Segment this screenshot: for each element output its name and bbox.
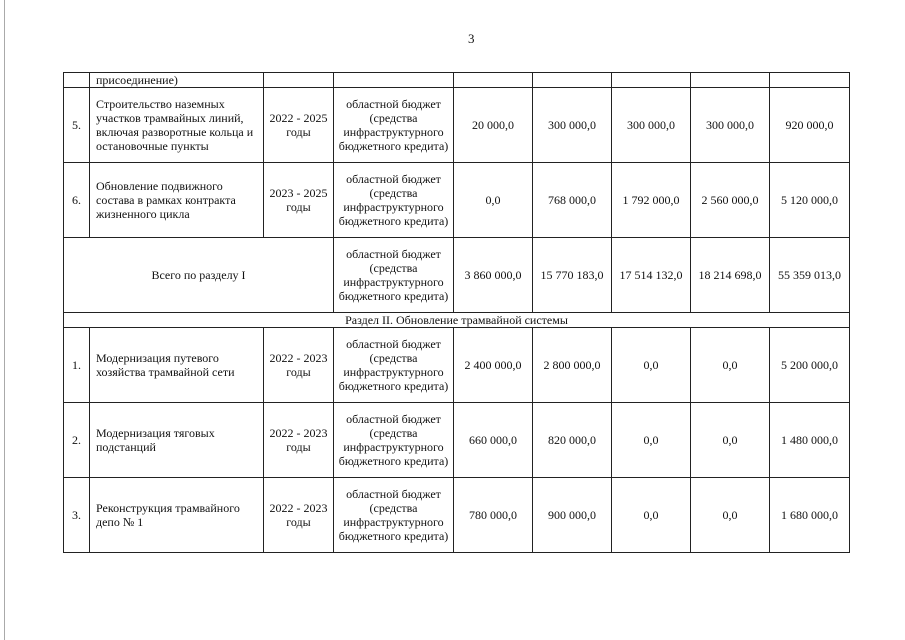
row-number-cell: 5.	[64, 88, 90, 163]
table-row	[64, 478, 850, 553]
value-cell: 0,0	[612, 328, 691, 403]
period-cell: 2023 - 2025 годы	[264, 163, 334, 238]
value-cell: 900 000,0	[533, 478, 612, 553]
table-row	[64, 328, 850, 403]
funding-source-cell: областной бюджет (средства инфраструктурного бюджетного кредита)	[334, 163, 454, 238]
value-cell: 2 400 000,0	[454, 328, 533, 403]
section-header: Раздел II. Обновление трамвайной системы	[64, 313, 850, 328]
value-cell: 300 000,0	[612, 88, 691, 163]
value-cell: 0,0	[691, 328, 770, 403]
value-cell: 1 792 000,0	[612, 163, 691, 238]
value-cell: 0,0	[612, 478, 691, 553]
measure-name-cell: Строительство наземных участков трамвайных линий, включая разворотные кольца и остановочные пункты	[90, 88, 264, 163]
table-row	[64, 163, 850, 238]
value-cell: 780 000,0	[454, 478, 533, 553]
row-number-cell: 2.	[64, 403, 90, 478]
table-row-continuation	[64, 73, 850, 88]
value-cell: 18 214 698,0	[691, 238, 770, 313]
page-edge-line	[4, 0, 5, 640]
measure-name-cell: Модернизация путевого хозяйства трамвайной сети	[90, 328, 264, 403]
section-total-label: Всего по разделу I	[64, 238, 334, 313]
value-cell: 660 000,0	[454, 403, 533, 478]
measure-name-cell: Реконструкция трамвайного депо № 1	[90, 478, 264, 553]
funding-source-cell: областной бюджет (средства инфраструктурного бюджетного кредита)	[334, 328, 454, 403]
table-row	[64, 403, 850, 478]
value-cell: 300 000,0	[691, 88, 770, 163]
funding-source-cell: областной бюджет (средства инфраструктурного бюджетного кредита)	[334, 478, 454, 553]
page-number: 3	[468, 31, 475, 46]
period-cell: 2022 - 2023 годы	[264, 328, 334, 403]
value-cell: 2 560 000,0	[691, 163, 770, 238]
funding-source-cell: областной бюджет (средства инфраструктурного бюджетного кредита)	[334, 88, 454, 163]
table-row-section-total	[64, 238, 850, 313]
period-cell: 2022 - 2023 годы	[264, 403, 334, 478]
value-cell: 20 000,0	[454, 88, 533, 163]
row-number-cell: 3.	[64, 478, 90, 553]
total-cell: 1 480 000,0	[770, 403, 850, 478]
total-cell: 1 680 000,0	[770, 478, 850, 553]
value-cell: 820 000,0	[533, 403, 612, 478]
funding-source-cell: областной бюджет (средства инфраструктурного бюджетного кредита)	[334, 403, 454, 478]
value-cell: 0,0	[691, 478, 770, 553]
section-header-row	[64, 313, 850, 328]
value-cell: 2 800 000,0	[533, 328, 612, 403]
value-cell: 0,0	[691, 403, 770, 478]
value-cell: 15 770 183,0	[533, 238, 612, 313]
measure-name-cell: Модернизация тяговых подстанций	[90, 403, 264, 478]
total-cell: 920 000,0	[770, 88, 850, 163]
period-cell: 2022 - 2023 годы	[264, 478, 334, 553]
total-cell: 5 200 000,0	[770, 328, 850, 403]
value-cell: 0,0	[454, 163, 533, 238]
total-cell: 5 120 000,0	[770, 163, 850, 238]
measure-name-cell: присоединение)	[90, 73, 264, 88]
row-number-cell: 1.	[64, 328, 90, 403]
value-cell: 3 860 000,0	[454, 238, 533, 313]
funding-source-cell: областной бюджет (средства инфраструктурного бюджетного кредита)	[334, 238, 454, 313]
measure-name-cell: Обновление подвижного состава в рамках контракта жизненного цикла	[90, 163, 264, 238]
table-row	[64, 88, 850, 163]
total-cell: 55 359 013,0	[770, 238, 850, 313]
row-number-cell: 6.	[64, 163, 90, 238]
period-cell: 2022 - 2025 годы	[264, 88, 334, 163]
value-cell: 0,0	[612, 403, 691, 478]
value-cell: 300 000,0	[533, 88, 612, 163]
value-cell: 768 000,0	[533, 163, 612, 238]
budget-table	[63, 72, 850, 553]
value-cell: 17 514 132,0	[612, 238, 691, 313]
